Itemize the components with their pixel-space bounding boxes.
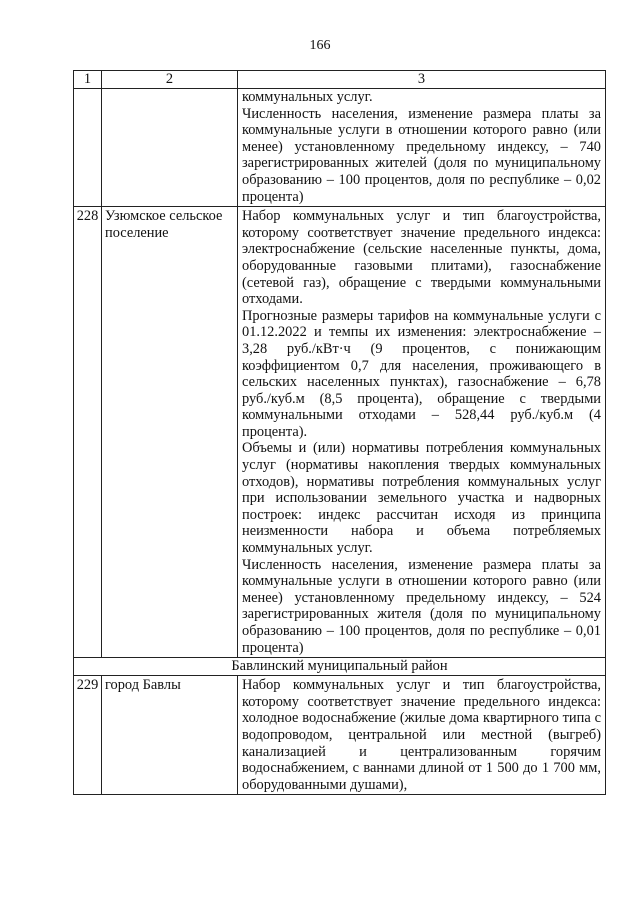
paragraph: Набор коммунальных услуг и тип благоустройства, которому соответствует значение предельного индекса: холодное водоснабжение (жилые дома квартирного типа с водопроводом, центральной или местной (выгреб) канализацией и централизованным горячим водоснабжением, с ваннами длиной от 1 500 до 1 700 мм, оборудованными душами),: [242, 677, 601, 793]
region-title: Бавлинский муниципальный район: [74, 658, 606, 676]
paragraph: Объемы и (или) нормативы потребления коммунальных услуг (нормативы накопления твердых коммунальных отходов), нормативы потребления коммунальных услуг при использовании земельного участка и надворных построек: индекс рассчитан исходя из принципа неизменности набора и объема потребляемых коммунальных услуг.: [242, 440, 601, 557]
paragraph: Численность населения, изменение размера платы за коммунальные услуги в отношении которого равно (или менее) установленному предельному индексу, – 740 зарегистрированных жителей (доля по муниципальному образованию – 100 процентов, доля по республике – 0,02 процента): [242, 105, 601, 205]
table-row: [74, 207, 606, 658]
row-content: [238, 676, 606, 795]
table-row: [74, 89, 606, 207]
table-header-row: [74, 71, 606, 89]
column-header-1: 1: [74, 71, 102, 89]
municipality-name: [102, 89, 238, 207]
paragraph: коммунальных услуг.: [242, 89, 373, 105]
column-header-3: 3: [238, 71, 606, 89]
municipality-name: Узюмское сельское поселение: [102, 207, 238, 658]
row-number: 228: [74, 207, 102, 658]
tariff-table: [73, 70, 606, 795]
paragraph: Набор коммунальных услуг и тип благоустройства, которому соответствует значение предельного индекса: электроснабжение (сельские населенные пункты, дома, оборудованные газовыми плитами), газоснабжение (сетевой газ), обращение с твердыми коммунальными отходами.: [242, 208, 601, 308]
page-number: 166: [309, 38, 331, 53]
table-row: [74, 676, 606, 795]
row-number: 229: [74, 676, 102, 795]
municipality-name: город Бавлы: [102, 676, 238, 795]
row-content: [238, 89, 606, 207]
paragraph: Численность населения, изменение размера платы за коммунальные услуги в отношении которого равно (или менее) установленному предельному индексу, – 524 зарегистрированных жителя (доля по муниципальному образованию – 100 процентов, доля по республике – 0,01 процента): [242, 556, 601, 656]
column-header-2: 2: [102, 71, 238, 89]
paragraph: Прогнозные размеры тарифов на коммунальные услуги с 01.12.2022 и темпы их изменения: электроснабжение – 3,28 руб./кВт·ч (9 процентов, с понижающим коэффициентом 0,7 для населения, проживающего в сельских населенных пунктах), газоснабжение – 6,78 руб./куб.м (8,5 процента), обращение с твердыми коммунальными отходами – 528,44 руб./куб.м (4 процента).: [242, 307, 601, 440]
region-header-row: [74, 658, 606, 676]
row-content: [238, 207, 606, 658]
row-number: [74, 89, 102, 207]
